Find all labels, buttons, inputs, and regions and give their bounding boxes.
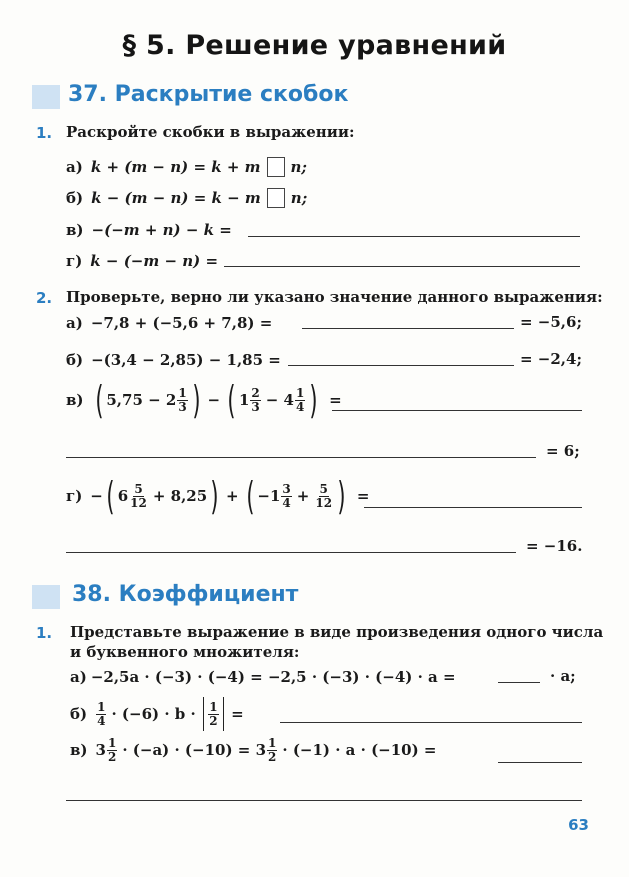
section-marker <box>32 585 60 609</box>
task-37-2-b <box>66 349 281 371</box>
task-37-2-g: г) − ( 6 $\frac{5}{12}$ + 8,25 ) + ( −1 $\frac{3}{4}$ + $\frac{5}{12}$ ) = <box>66 474 370 518</box>
task-37-1-number: 1. <box>36 124 53 142</box>
sign-box-input[interactable] <box>267 157 285 177</box>
task-38-1-text-line1: Представьте выражение в виде произведения одного числа <box>70 623 604 641</box>
answer-line[interactable] <box>498 762 582 763</box>
result-value: = −16. <box>526 537 583 555</box>
expression: k + (m − n) = k + m <box>90 158 261 176</box>
task-37-1-text: Раскройте скобки в выражении: <box>66 123 355 141</box>
result-value: = −5,6; <box>520 313 582 331</box>
item-label: в) <box>66 391 84 409</box>
expression: k − (−m − n) = <box>90 252 219 270</box>
answer-line[interactable] <box>364 507 582 508</box>
fraction: $\frac{1}{2}$ <box>209 699 218 728</box>
expression-tail: n; <box>290 189 308 207</box>
fraction: $\frac{1}{2}$ <box>268 735 277 764</box>
item-label: б) <box>66 351 84 369</box>
item-label: в) <box>70 741 88 759</box>
task-37-1-v <box>66 219 232 241</box>
sign-box-input[interactable] <box>267 188 285 208</box>
fraction: $\frac{3}{4}$ <box>282 481 291 510</box>
item-label: в) <box>66 221 84 239</box>
fraction: $\frac{5}{12}$ <box>130 481 147 510</box>
expression: −(−m + n) − k = <box>91 221 232 239</box>
term: 5,75 − 2 <box>106 391 177 409</box>
page-number: 63 <box>568 816 589 834</box>
expression: −7,8 + (−5,6 + 7,8) = <box>90 314 273 332</box>
expression: −(3,4 − 2,85) − 1,85 = <box>91 351 281 369</box>
task-38-1-b: б) $\frac{1}{4}$ · (−6) · b · $\frac{1}{2}$ = <box>70 694 244 734</box>
task-37-2-a <box>66 312 272 334</box>
item-label: б) <box>70 705 88 723</box>
answer-line[interactable] <box>498 682 540 683</box>
expression-tail: · a; <box>550 667 576 685</box>
answer-line[interactable] <box>66 800 582 801</box>
task-37-1-a <box>66 156 307 178</box>
item-label: а) <box>66 314 83 332</box>
task-38-1-text-line2: и буквенного множителя: <box>70 643 300 661</box>
task-38-1-number: 1. <box>36 624 53 642</box>
task-37-1-b <box>66 187 307 209</box>
task-37-2-v: в) ( 5,75 − 2 $\frac{1}{3}$ ) − ( 1 $\frac{2}{3}$ − 4 $\frac{1}{4}$ ) = <box>66 378 342 422</box>
task-38-1-a <box>70 666 456 688</box>
expression-tail: n; <box>290 158 307 176</box>
fraction: $\frac{5}{12}$ <box>315 481 333 510</box>
item-label: а) <box>70 668 87 686</box>
section-marker <box>32 85 60 109</box>
item-label: г) <box>66 252 83 270</box>
task-38-1-v: в) 3 $\frac{1}{2}$ · (−a) · (−10) = 3 $\frac{1}{2}$ · (−1) · a · (−10) = <box>70 735 437 764</box>
item-label: б) <box>66 189 84 207</box>
answer-line[interactable] <box>332 410 582 411</box>
result-value: = 6; <box>546 442 580 460</box>
page-title: § 5. Решение уравнений <box>122 30 507 61</box>
section-38-title: 38. Коэффициент <box>72 582 299 607</box>
fraction: $\frac{1}{3}$ <box>178 385 187 414</box>
expression: k − (m − n) = k − m <box>91 189 261 207</box>
answer-line[interactable] <box>288 365 514 366</box>
answer-line[interactable] <box>302 328 514 329</box>
task-37-1-g <box>66 250 218 272</box>
answer-line[interactable] <box>66 552 516 553</box>
task-37-2-number: 2. <box>36 289 53 307</box>
fraction: $\frac{1}{4}$ <box>295 385 305 414</box>
section-37-title: 37. Раскрытие скобок <box>68 82 349 107</box>
fraction: $\frac{1}{4}$ <box>97 699 106 728</box>
item-label: а) <box>66 158 83 176</box>
expression: −2,5a · (−3) · (−4) = −2,5 · (−3) · (−4) · a = <box>90 668 456 686</box>
result-value: = −2,4; <box>520 350 582 368</box>
answer-line[interactable] <box>224 266 580 267</box>
answer-line[interactable] <box>248 236 580 237</box>
fraction: $\frac{2}{3}$ <box>251 385 260 414</box>
fraction: $\frac{1}{2}$ <box>107 735 117 764</box>
item-label: г) <box>66 487 83 505</box>
task-37-2-text: Проверьте, верно ли указано значение данного выражения: <box>66 288 603 306</box>
answer-line[interactable] <box>66 457 536 458</box>
answer-line[interactable] <box>280 722 582 723</box>
